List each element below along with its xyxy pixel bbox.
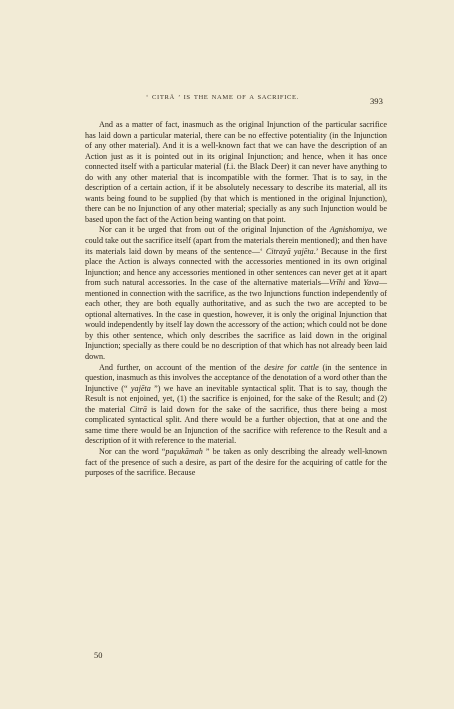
- text-run: Nor can the word “: [99, 446, 166, 456]
- signature-mark: 50: [94, 651, 103, 660]
- page-number: 393: [370, 96, 383, 106]
- italic-term: Vrīhi: [328, 278, 346, 288]
- italic-term: Citrayā yajēta: [265, 246, 314, 256]
- italic-term: paçukāmah: [165, 446, 203, 456]
- text-run: —mentioned in connection with the sacrifice, as the two Injunctions function independently of each other, they are both equally authoritative, and as such the two are accepted to be optional alternatives. In the case in question, however, it is only the original Injunction that would independently by itself lay down the accessory of the action; which could not be done by this other sentence, which only describes the sacrifice as laid down in the original Injunction; specially as there could be no description of that which has not already been laid down.: [85, 278, 387, 362]
- paragraph: [85, 120, 387, 225]
- text-run: Nor can it be urged that from out of the original Injunction of the: [99, 225, 330, 235]
- italic-term: desire for cattle: [264, 362, 319, 372]
- italic-term: Citrā: [129, 404, 147, 414]
- text-run: ”) we have an inevitable syntactical split. That is to say, though the Result is not enjoined, yet, (1) the sacrifice is enjoined, for the sake of the Result; and (2) the material: [85, 383, 387, 414]
- text-run: ” be taken as only describing the already well-known fact of the presence of such a desire, as part of the desire for the acquiring of cattle for the purposes of the sacrifice. Because: [85, 446, 387, 478]
- body-text: [85, 120, 387, 479]
- italic-term: Yava: [363, 278, 379, 288]
- paragraph: [85, 225, 387, 362]
- running-head: ‘ CITRĀ ’ IS THE NAME OF A SACRIFICE.: [146, 94, 299, 101]
- text-run: and: [345, 278, 364, 288]
- text-run: And further, on account of the mention of the: [99, 362, 265, 372]
- text-run: .’ Because in the first place the Action is always connected with the accessories mentioned in its own original Injunction; and hence any accessories mentioned in other sentences can never get at it apart from such natural accessories. In the case of the alternative materials—: [85, 246, 387, 288]
- paragraph: [85, 447, 387, 479]
- paragraph: [85, 363, 387, 447]
- text-run: And as a matter of fact, inasmuch as the original Injunction of the particular sacrifice has laid down a particular material, there can be no effective potentiality (in the Injunction of any other material). And it is a well-known fact that we can have the description of an Action just as it is pointed out in its original Injunction; and hence, when it has once connected itself with a particular material (f.i. the Black Deer) it can never have anything to do with any other material that is incompatible with the former. That is to say, in the description of a certain action, if it be absolutely necessary to describe its material, all its wants being found to be supplied (by that which is mentioned in the original Injunction), there can be no Injunction of any other material; specially as any such Injunction would be based upon the fact of the Action being wanting on that point.: [85, 120, 387, 224]
- text-run: (in the sentence in question, inasmuch as this involves the acceptance of the denotation of a word other than the Injunctive (“: [85, 362, 387, 393]
- italic-term: Agnishomiya: [329, 225, 373, 235]
- text-run: is laid down for the sake of the sacrifice, thus there being a most complicated syntactical split. And there would be a further objection, that at one and the same time there would be an Injunction of the sacrifice with reference to the Result and a description of it with reference to the material.: [85, 404, 388, 446]
- text-run: , we could take out the sacrifice itself (apart from the materials therein mentioned); and then have its materials laid down by means of the sentence—‘: [85, 225, 387, 256]
- italic-term: yajēta: [130, 383, 151, 393]
